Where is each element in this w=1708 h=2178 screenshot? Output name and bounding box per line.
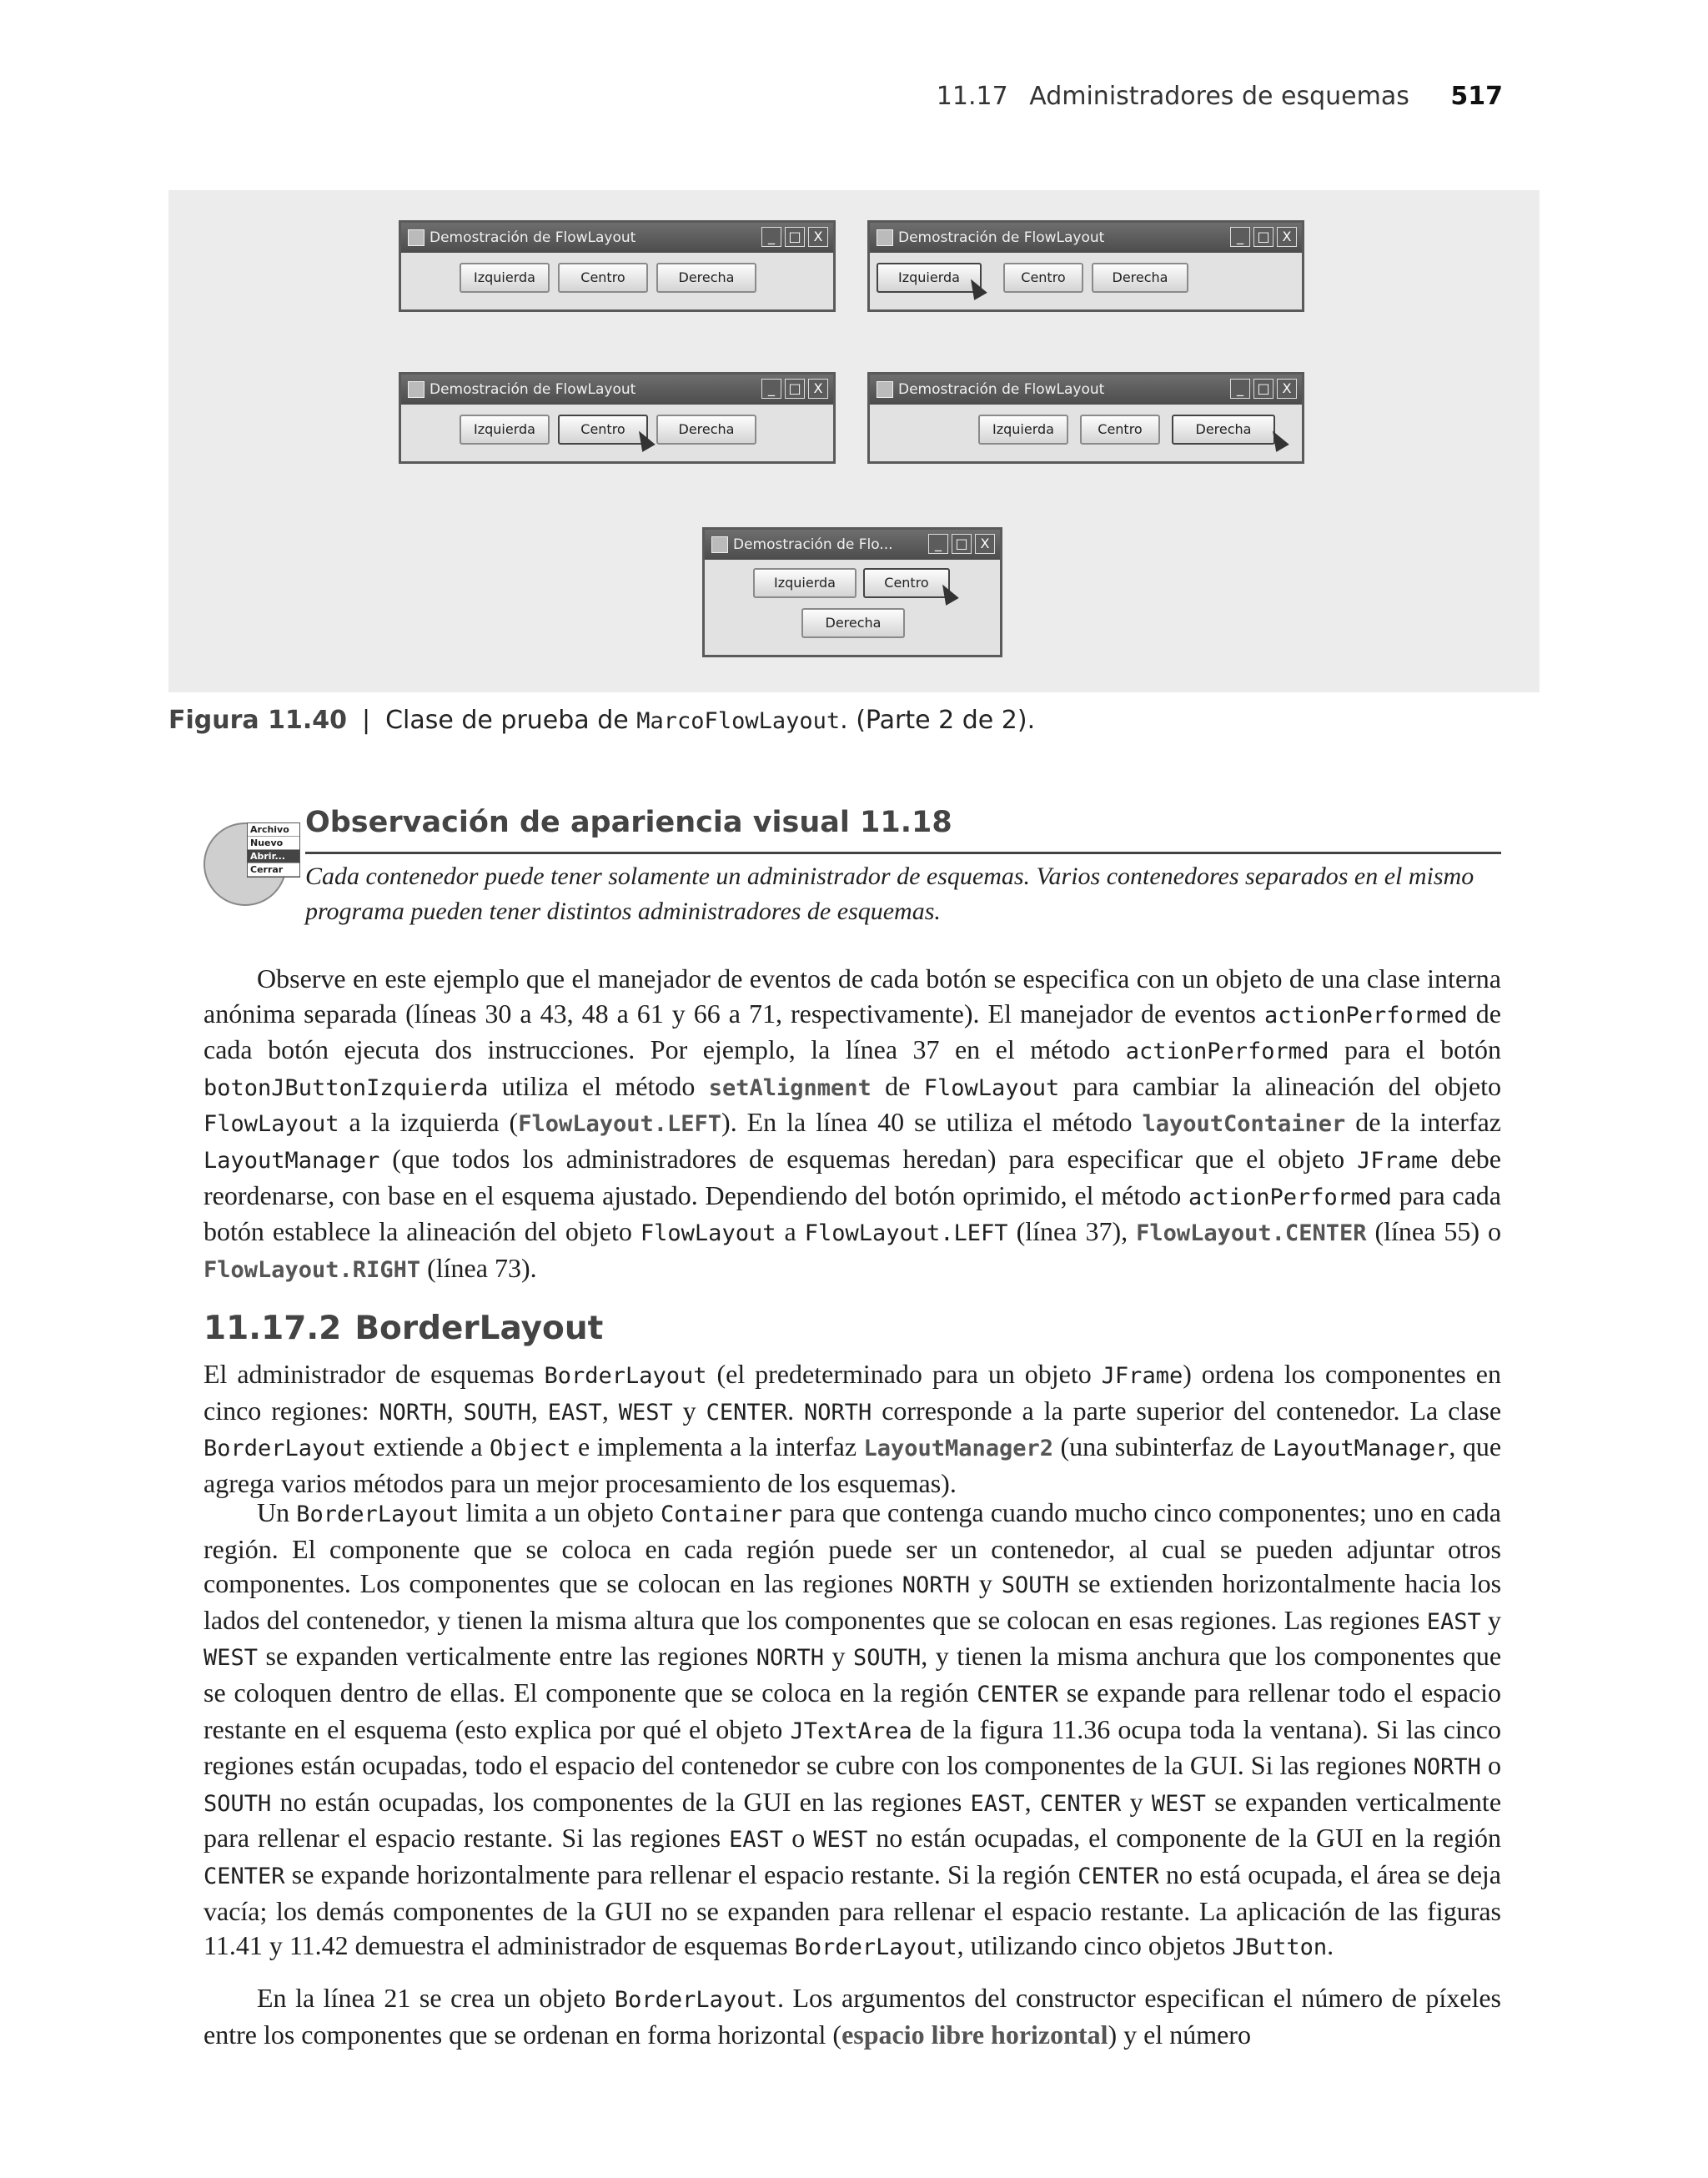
text: , (446, 1395, 464, 1426)
text: no están ocupadas, el componente de la GUI en la región (867, 1823, 1502, 1854)
maximize-icon[interactable]: □ (1253, 227, 1273, 247)
key-term: espacio libre horizontal (841, 2019, 1108, 2050)
centro-button[interactable]: Centro (558, 415, 648, 445)
code: CENTER (977, 1681, 1058, 1708)
menu-label-nuevo: Nuevo (248, 837, 299, 850)
code-bold: LayoutManager2 (863, 1436, 1054, 1462)
code: CENTER (1078, 1863, 1159, 1889)
izquierda-button[interactable]: Izquierda (978, 415, 1068, 445)
minimize-icon[interactable]: _ (1230, 227, 1250, 247)
text: (línea 55) o (1366, 1216, 1502, 1247)
window-title: Demostración de FlowLayout (898, 229, 1105, 246)
text: se expande para rellenar todo el espacio restante en el esquema (esto explica por qué el objeto (203, 1677, 1502, 1744)
text: , (601, 1395, 619, 1426)
text: o (1480, 1750, 1502, 1781)
centro-button[interactable]: Centro (558, 263, 648, 293)
running-header (937, 82, 1503, 111)
code: JFrame (1357, 1147, 1439, 1174)
figure-label: Figura 11.40 (168, 706, 347, 735)
izquierda-button[interactable]: Izquierda (460, 415, 550, 445)
observation-title: Observación de apariencia visual 11.18 (305, 806, 952, 839)
window-title: Demostración de FlowLayout (898, 381, 1105, 398)
code: CENTER (706, 1399, 788, 1426)
code: Object (490, 1436, 571, 1462)
caption-code: MarcoFlowLayout (636, 708, 841, 734)
text: extiende a (366, 1431, 490, 1462)
code: botonJButtonIzquierda (203, 1074, 489, 1101)
code: EAST (547, 1399, 602, 1426)
java-app-icon (408, 229, 424, 246)
minimize-icon[interactable]: _ (1230, 379, 1250, 399)
menu-label-abrir: Abrir... (248, 850, 299, 863)
text: ). En la línea 40 se utiliza el método (721, 1107, 1143, 1138)
text: o (783, 1823, 814, 1854)
caption-separator: | (361, 706, 371, 735)
text: se expanden verticalmente para rellenar el espacio restante. Si las regiones (203, 1786, 1502, 1854)
text: no están ocupadas, los componentes de la GUI en las regiones (271, 1786, 971, 1817)
window-title: Demostración de FlowLayout (430, 381, 636, 398)
text: . (787, 1395, 805, 1426)
text: a la izquierda ( (339, 1107, 519, 1138)
code: NORTH (1413, 1754, 1481, 1781)
code: CENTER (1039, 1790, 1122, 1817)
code-bold: FlowLayout.LEFT (518, 1111, 722, 1138)
centro-button[interactable]: Centro (863, 568, 950, 598)
maximize-icon[interactable]: □ (952, 534, 972, 554)
code: actionPerformed (1263, 1002, 1468, 1029)
window-title: Demostración de Flo... (733, 536, 893, 553)
java-app-icon (877, 229, 893, 246)
text: utiliza el método (488, 1070, 709, 1101)
figure-caption (168, 706, 1035, 735)
code: NORTH (756, 1645, 824, 1672)
text: (que todos los administradores de esquemas heredan) para especificar que el objeto (379, 1143, 1358, 1174)
code: SOUTH (463, 1399, 531, 1426)
text: , utilizando cinco objetos (957, 1930, 1233, 1961)
minimize-icon[interactable]: _ (928, 534, 948, 554)
code: LayoutManager (203, 1147, 380, 1174)
code-bold: FlowLayout.CENTER (1136, 1220, 1367, 1247)
code: actionPerformed (1188, 1184, 1392, 1210)
code: BorderLayout (296, 1501, 460, 1527)
code: SOUTH (203, 1790, 272, 1817)
code: FlowLayout (640, 1220, 776, 1247)
text: de la figura 11.36 ocupa toda la ventana). Si las cinco regiones están ocupadas, todo el espacio del contenedor se cubre con los componentes de la GUI. Si las regiones (203, 1713, 1502, 1781)
close-icon[interactable]: X (975, 534, 995, 554)
paragraph-1 (203, 962, 1501, 1287)
code: LayoutManager (1273, 1436, 1449, 1462)
text: a (776, 1216, 805, 1247)
demo-window-2 (867, 220, 1304, 312)
code: EAST (970, 1790, 1025, 1817)
code: JFrame (1101, 1363, 1183, 1389)
observation-divider (305, 852, 1501, 854)
text: se expanden verticalmente entre las regiones (258, 1641, 756, 1672)
text: no está ocupada, el área se deja vacía; los demás componentes de la GUI no se expanden para rellenar el espacio restante. La aplicación de las figuras 11.41 y 11.42 demuestra el administrador de esquemas (203, 1859, 1502, 1961)
text: y (672, 1395, 706, 1426)
minimize-icon[interactable]: _ (761, 379, 781, 399)
window-title-bar[interactable] (705, 530, 1000, 560)
text: para cambiar la alineación del objeto (1059, 1070, 1502, 1101)
paragraph-3 (203, 1496, 1501, 1965)
section-title: BorderLayout (354, 1310, 604, 1347)
code: NORTH (804, 1399, 872, 1426)
maximize-icon[interactable]: □ (1253, 379, 1273, 399)
code: JButton (1232, 1934, 1328, 1961)
window-title: Demostración de FlowLayout (430, 229, 636, 246)
text: de (871, 1070, 924, 1101)
window-title-bar[interactable] (401, 223, 833, 253)
code: SOUTH (1001, 1572, 1070, 1599)
paragraph-4 (203, 1981, 1501, 2052)
code: actionPerformed (1125, 1039, 1329, 1065)
derecha-button[interactable]: Derecha (656, 415, 756, 445)
code: FlowLayout (203, 1111, 339, 1138)
text: limita a un objeto (459, 1497, 661, 1527)
demo-window-1 (399, 220, 836, 312)
observation-text: Cada contenedor puede tener solamente un administrador de esquemas. Varios contenedores separados en el mismo programa pueden tener distintos administradores de esquemas. (305, 863, 1474, 925)
section-heading (203, 1310, 603, 1347)
text: El administrador de esquemas (203, 1359, 545, 1389)
text: . (1327, 1930, 1334, 1961)
text: Observe en este ejemplo que el manejador de eventos de cada botón se especifica con un objeto de una clase interna anónima separada (líneas 30 a 43, 48 a 61 y 66 a 71, respectivamente). El manejador de eventos (203, 963, 1501, 1029)
izquierda-button[interactable]: Izquierda (877, 263, 982, 293)
menu-label-cerrar: Cerrar (248, 863, 299, 877)
derecha-button[interactable]: Derecha (656, 263, 756, 293)
code: EAST (729, 1827, 784, 1854)
text: (línea 73). (420, 1252, 537, 1283)
section-number: 11.17.2 (203, 1310, 342, 1347)
demo-window-5 (702, 527, 1002, 657)
code: WEST (203, 1645, 259, 1672)
code: FlowLayout (923, 1074, 1060, 1101)
close-icon[interactable]: X (808, 227, 828, 247)
code: WEST (618, 1399, 673, 1426)
text: . Los argumentos del constructor especifican el número de píxeles entre los componentes que se ordenan en forma horizontal ( (203, 1983, 1502, 2050)
derecha-button[interactable]: Derecha (1172, 415, 1275, 445)
text: y (1121, 1786, 1152, 1817)
text: se extienden horizontalmente hacia los lados del contenedor, y tienen la misma altura que los componentes que se colocan en esas regiones. Las regiones (203, 1568, 1502, 1635)
close-icon[interactable]: X (1277, 379, 1297, 399)
text: ) ordena los componentes en cinco regiones: (203, 1359, 1502, 1426)
code-bold: layoutContainer (1142, 1111, 1346, 1138)
code: FlowLayout.LEFT (804, 1220, 1008, 1247)
text: , (1024, 1786, 1040, 1817)
code: BorderLayout (544, 1363, 707, 1389)
code: NORTH (379, 1399, 447, 1426)
close-icon[interactable]: X (808, 379, 828, 399)
minimize-icon[interactable]: _ (761, 227, 781, 247)
text: e implementa a la interfaz (570, 1431, 864, 1462)
text: y (970, 1568, 1002, 1599)
maximize-icon[interactable]: □ (785, 379, 805, 399)
derecha-button[interactable]: Derecha (1092, 263, 1188, 293)
demo-window-4 (867, 372, 1304, 464)
centro-button[interactable]: Centro (1003, 263, 1083, 293)
code: JTextArea (790, 1718, 912, 1744)
java-app-icon (408, 381, 424, 398)
text: (el predeterminado para un objeto (706, 1359, 1102, 1389)
close-icon[interactable]: X (1277, 227, 1297, 247)
code: WEST (813, 1827, 868, 1854)
paragraph-2 (203, 1357, 1501, 1501)
text: ) y el número (1108, 2019, 1251, 2050)
text: (una subinterfaz de (1053, 1431, 1273, 1462)
caption-text: Clase de prueba de (385, 706, 629, 735)
code: NORTH (902, 1572, 971, 1599)
demo-window-3 (399, 372, 836, 464)
text: para cada botón establece la alineación del objeto (203, 1180, 1502, 1247)
window-title-bar[interactable] (870, 375, 1302, 405)
derecha-button[interactable]: Derecha (801, 608, 905, 638)
java-app-icon (711, 536, 728, 553)
text: para el botón (1329, 1034, 1502, 1065)
code: WEST (1151, 1790, 1206, 1817)
window-title-bar[interactable] (870, 223, 1302, 253)
text: , y tienen la misma anchura que los componentes que se coloquen dentro de ellas. El componente que se coloca en la región (203, 1641, 1502, 1708)
text: se expande horizontalmente para rellenar el espacio restante. Si la región (284, 1859, 1078, 1889)
text: En la línea 21 se crea un objeto (257, 1983, 615, 2013)
code: CENTER (203, 1863, 285, 1889)
figure-panel (168, 190, 1540, 692)
file-menu-icon (247, 822, 300, 878)
java-app-icon (877, 381, 893, 398)
code: BorderLayout (614, 1987, 777, 2013)
header-section-title: Administradores de esquemas (1029, 82, 1409, 111)
menu-label-archivo: Archivo (248, 823, 299, 837)
header-section-number: 11.17 (936, 82, 1008, 111)
izquierda-button[interactable]: Izquierda (753, 568, 857, 598)
code: BorderLayout (794, 1934, 957, 1961)
text: , (530, 1395, 548, 1426)
look-and-feel-icon (203, 811, 300, 908)
text: y (1480, 1604, 1502, 1635)
text: corresponde a la parte superior del contenedor. La clase (872, 1395, 1502, 1426)
code: SOUTH (852, 1645, 922, 1672)
code: Container (661, 1501, 783, 1527)
page-number: 517 (1450, 82, 1503, 111)
text: Un (257, 1497, 297, 1527)
window-title-bar[interactable] (401, 375, 833, 405)
text: de cada botón ejecuta dos instrucciones. Por ejemplo, la línea 37 en el método (203, 998, 1502, 1065)
code-bold: FlowLayout.RIGHT (203, 1256, 421, 1283)
text: debe reordenarse, con base en el esquema ajustado. Dependiendo del botón oprimido, el método (203, 1143, 1501, 1210)
code: EAST (1426, 1608, 1481, 1635)
text: para que contenga cuando mucho cinco componentes; uno en cada región. El componente que se coloca en cada región puede ser un contenedor, al cual se pueden adjuntar otros componentes. Los componentes que se colocan en las regiones (203, 1497, 1502, 1599)
text: , que agrega varios métodos para un mejor procesamiento de los esquemas). (203, 1431, 1502, 1498)
caption-text-after: . (Parte 2 de 2). (840, 706, 1036, 735)
text: y (823, 1641, 853, 1672)
izquierda-button[interactable]: Izquierda (460, 263, 550, 293)
text: (línea 37), (1007, 1216, 1137, 1247)
code: BorderLayout (203, 1436, 367, 1462)
maximize-icon[interactable]: □ (785, 227, 805, 247)
code-bold: setAlignment (708, 1074, 872, 1101)
text: de la interfaz (1345, 1107, 1502, 1138)
centro-button[interactable]: Centro (1080, 415, 1160, 445)
